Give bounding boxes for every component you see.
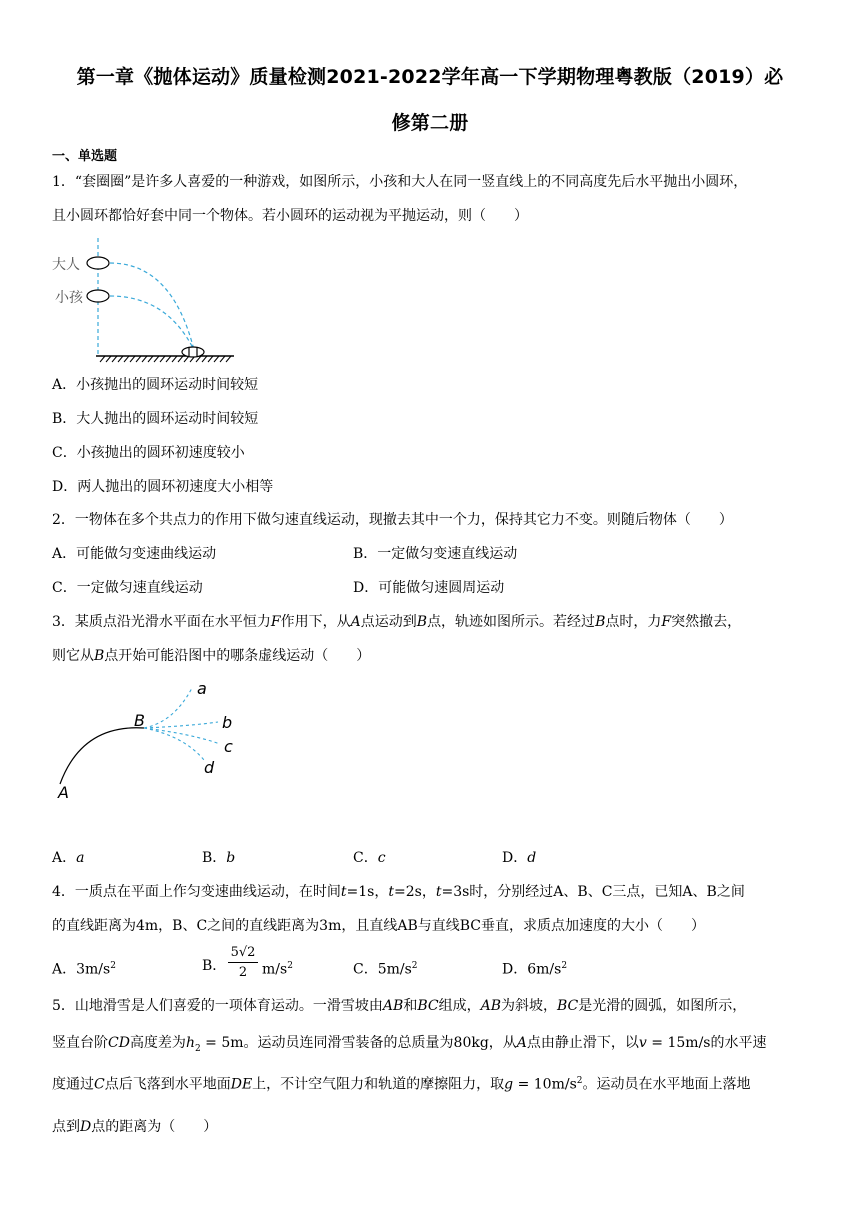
q3-option-c: C．c	[353, 850, 386, 866]
q3-text: 突然撤去，	[671, 614, 742, 630]
label-point-a: A	[58, 783, 69, 802]
q5-stem-line-3: 度通过C点后飞落到水平地面DE上，不计空气阻力和轨道的摩擦阻力，取$g = 10m/s^2$。运动员在水平地面上落地	[52, 1076, 751, 1093]
q1-figure	[52, 236, 252, 366]
q3-text: 点，轨迹如图所示。若经过	[427, 614, 596, 630]
path-b	[144, 722, 218, 728]
q4-option-c: C．$5m/s^2$	[353, 961, 418, 978]
label-child: 小孩	[55, 290, 83, 306]
q4-option-a: A．$3m/s^2$	[52, 961, 116, 978]
q2-stem-line-1: 2．一物体在多个共点力的作用下做匀速直线运动，现撤去其中一个力，保持其它力不变。则随后物体（ ）	[52, 512, 733, 528]
child-ring	[87, 290, 109, 302]
q2-option-d: D．可能做匀速圆周运动	[353, 580, 505, 596]
label-b: b	[222, 713, 233, 732]
q3-stem-line-2	[52, 646, 812, 666]
q1-option-d: D．两人抛出的圆环初速度大小相等	[52, 479, 274, 495]
q4-stem-line-1: 4．一质点在平面上作匀变速曲线运动，在时间t=1s，t=2s，t=3s时，分别经过A、B、C三点，已知A、B之间	[52, 884, 745, 900]
q3-stem-line-1	[52, 612, 812, 632]
path-a	[144, 688, 192, 728]
q3-text: 点开始可能沿图中的哪条虚线运动（ ）	[104, 648, 371, 664]
q2-option-c: C．一定做匀速直线运动	[52, 580, 203, 596]
label-c: c	[224, 737, 233, 756]
q2-option-b: B．一定做匀变速直线运动	[353, 546, 518, 562]
path-c	[144, 728, 220, 744]
q1-option-a: A．小孩抛出的圆环运动时间较短	[52, 377, 259, 393]
q1-option-b: B．大人抛出的圆环运动时间较短	[52, 411, 259, 427]
force-symbol: F	[270, 614, 281, 630]
document-page: 第一章《抛体运动》质量检测2021-2022学年高一下学期物理粤教版（2019）必 修第二册 一、单选题 1．“套圈圈”是许多人喜爱的一种游戏，如图所示，小孩和大人在同一竖直线上的不同高度先后水平抛出小圆环， 且小圆环都恰好套中同一个物体。若小圆环的运动视为平抛运动，则（ ） 大人 小孩 A．小孩抛出的圆环运动时间较短 B．大人抛出的圆环运动时间较短 C．小孩抛出的圆环初速度较小 D．两人抛出的圆环初速度大小相等 2．一物体在多个共点力的作用下做匀速直线运动，现撤去其中一个力，保持其它力不变。则随后物体（ ） A．可能做匀变速曲线运动 B．一定做匀变速直线运动 C．一定做匀速直线运动 D．可能做匀速圆周运动 3．某质点沿光滑水平面在水平恒力F作用下，从A点运动到B点，轨迹如图所示。若经过B点时，力F突然撤去， 则它从B点开始可能沿图中的哪条虚线运动（ ） a b c d B A A．a B．b C．c D．d 4．一质点在平面上作匀变速曲线运动，在时间t=1s，t=2s，t=3s时，分别经过A、B、C三点，已知A、B之间 的直线距离为4m，B、C之间的直线距离为3m，且直线AB与直线BC垂直，求质点加速度的大小（ ） A．$3m/s^2$ B． 5√2 2 $m/s^2$ C．$5m/s^2$ D．$6m/s^2$ 5．山地滑雪是人们喜爱的一项体育运动。一滑雪坡由AB和BC组成，AB为斜坡，BC是光滑的圆弧，如图所示， 竖直台阶CD高度差为$h_2 = 5m$。运动员连同滑雪装备的总质量为80kg，从A点由静止滑下，以v = 15m/s的水平速 度通过C点后飞落到水平地面DE上，不计空气阻力和轨道的摩擦阻力，取$g = 10m/s^2$。运动员在水平地面上落地 点到D点的距离为（ ）	[0, 0, 860, 1216]
document-title-line-2: 修第二册	[391, 112, 469, 134]
q1-stem-line-2: 且小圆环都恰好套中同一个物体。若小圆环的运动视为平抛运动，则（ ）	[52, 208, 528, 224]
adult-ring	[87, 257, 109, 269]
fraction-denominator: 2	[238, 965, 248, 980]
q3-text: 作用下，从	[280, 614, 351, 630]
q1-option-c: C．小孩抛出的圆环初速度较小	[52, 445, 245, 461]
q3-option-a: A．a	[52, 850, 85, 866]
q4-stem-line-2: 的直线距离为4m，B、C之间的直线距离为3m，且直线AB与直线BC垂直，求质点加速度的大小（ ）	[52, 918, 706, 934]
q4-option-d: D．$6m/s^2$	[502, 961, 568, 978]
q3-text: 3．某质点沿光滑水平面在水平恒力	[52, 614, 271, 630]
ground-hatch	[96, 356, 234, 362]
q5-stem-line-4: 点到D点的距离为（ ）	[52, 1119, 218, 1135]
trajectory-curve	[60, 728, 144, 784]
fraction-numerator: 5√2	[228, 944, 258, 963]
q3-text: 点运动到	[360, 614, 417, 630]
point-b-symbol: B	[595, 614, 606, 630]
q3-figure	[52, 672, 252, 802]
force-symbol: F	[661, 614, 672, 630]
adult-trajectory	[110, 263, 194, 350]
child-trajectory	[110, 296, 194, 350]
q3-option-b: B．b	[202, 850, 236, 866]
q3-text: 点时，力	[605, 614, 662, 630]
point-b-symbol: B	[94, 648, 105, 664]
q1-stem-line-1: 1．“套圈圈”是许多人喜爱的一种游戏，如图所示，小孩和大人在同一竖直线上的不同高度先后水平抛出小圆环，	[52, 174, 748, 190]
label-a: a	[197, 679, 207, 698]
q5-stem-line-1: 5．山地滑雪是人们喜爱的一项体育运动。一滑雪坡由AB和BC组成，AB为斜坡，BC是光滑的圆弧，如图所示，	[52, 998, 747, 1014]
q2-option-a: A．可能做匀变速曲线运动	[52, 546, 217, 562]
q3-option-d: D．d	[502, 850, 537, 866]
point-a-symbol: A	[350, 614, 361, 630]
label-d: d	[204, 758, 215, 777]
q5-stem-line-2: 竖直台阶CD高度差为$h_2 = 5m$。运动员连同滑雪装备的总质量为80kg，从A点由静止滑下，以v = 15m/s的水平速	[52, 1035, 767, 1054]
point-b-symbol: B	[416, 614, 428, 630]
label-point-b: B	[134, 711, 145, 730]
target-object	[182, 347, 204, 357]
document-title-line-1: 第一章《抛体运动》质量检测2021-2022学年高一下学期物理粤教版（2019）必	[76, 66, 784, 88]
label-adult: 大人	[52, 257, 80, 273]
section-heading: 一、单选题	[52, 149, 118, 164]
q3-text: 则它从	[52, 648, 94, 664]
